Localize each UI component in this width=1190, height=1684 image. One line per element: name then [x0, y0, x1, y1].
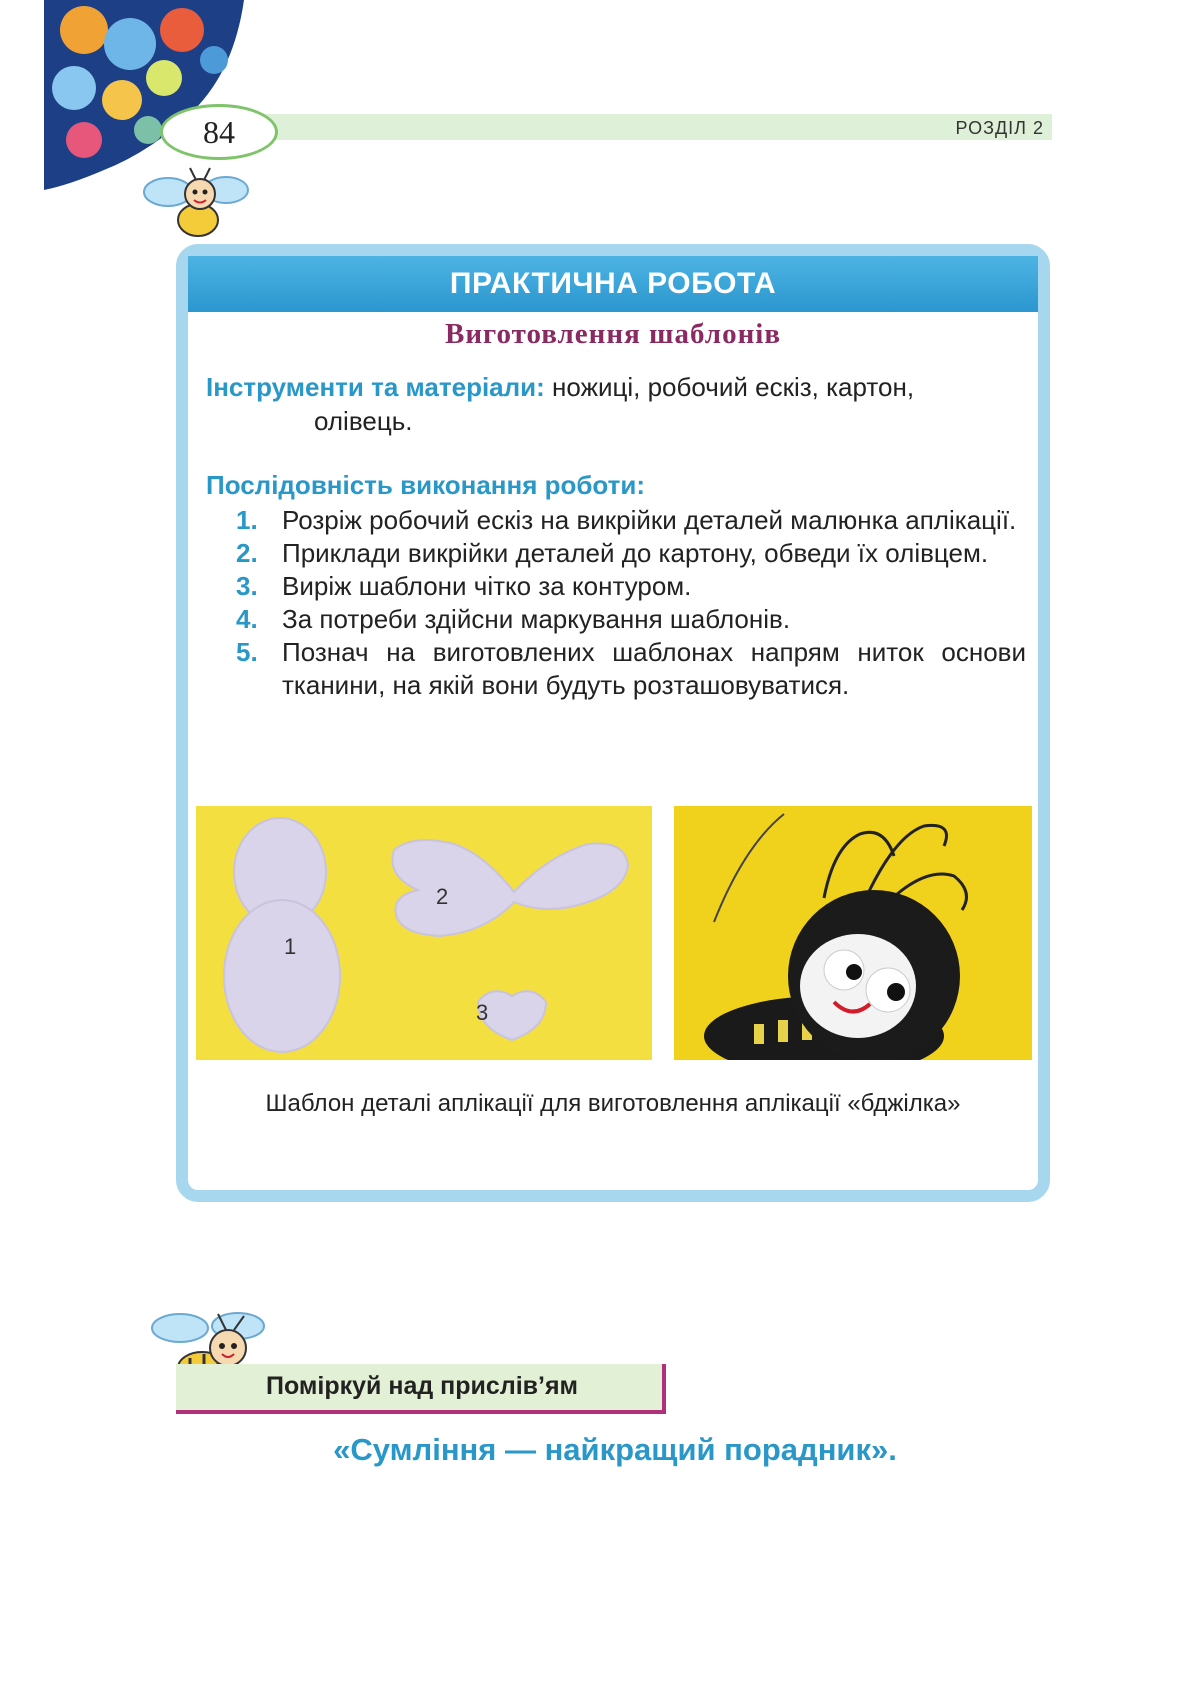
bee-mascot-illustration: [142, 164, 252, 246]
proverb-text: «Сумління — найкращий порадник».: [333, 1432, 897, 1467]
template-number: 2: [436, 884, 449, 909]
materials-continuation: олівець.: [314, 406, 413, 436]
page-number-text: 84: [203, 113, 235, 150]
photo-caption: Шаблон деталі аплікації для виготовлення аплікації «бджілка»: [265, 1090, 961, 1117]
page-header-bar: [232, 114, 1052, 140]
step-number: 5.: [236, 637, 258, 667]
step-text: Познач на виготовлених шаблонах напрям ниток основи тканини, на якій вони будуть розташовуватися.: [282, 637, 1026, 700]
felt-bee-photo-image: [674, 806, 1032, 1060]
step-number: 4.: [236, 604, 258, 634]
list-item: [232, 537, 1026, 570]
template-number: 3: [476, 1000, 489, 1025]
proverb-label: Поміркуй над прислів’ям: [266, 1372, 579, 1400]
list-item: [232, 603, 1026, 636]
page-number: [160, 104, 278, 160]
list-item: [232, 570, 1026, 603]
step-text: Виріж шаблони чітко за контуром.: [282, 571, 692, 601]
steps-heading: Послідовність виконання роботи:: [206, 470, 646, 500]
practical-work-title: ПРАКТИЧНА РОБОТА: [188, 256, 1038, 312]
materials-label: Інструменти та матеріали:: [206, 372, 545, 402]
step-text: Розріж робочий ескіз на викрійки деталей малюнка аплікації.: [282, 505, 1017, 535]
steps-list: [232, 504, 1026, 702]
section-label: РОЗДІЛ 2: [955, 118, 1044, 138]
templates-photo-image: [196, 806, 652, 1060]
materials-paragraph: [206, 370, 1026, 438]
felt-bee-photo: [674, 806, 1032, 1060]
step-text: Приклади викрійки деталей до картону, обведи їх олівцем.: [282, 538, 989, 568]
list-item: [232, 636, 1026, 702]
templates-photo: [196, 806, 652, 1060]
practical-work-subtitle: Виготовлення шаблонів: [445, 318, 781, 350]
materials-text: ножиці, робочий ескіз, картон,: [544, 372, 915, 402]
template-number: 1: [284, 934, 297, 959]
step-number: 2.: [236, 538, 258, 568]
step-number: 3.: [236, 571, 258, 601]
list-item: [232, 504, 1026, 537]
step-number: 1.: [236, 505, 258, 535]
step-text: За потреби здійсни маркування шаблонів.: [282, 604, 791, 634]
